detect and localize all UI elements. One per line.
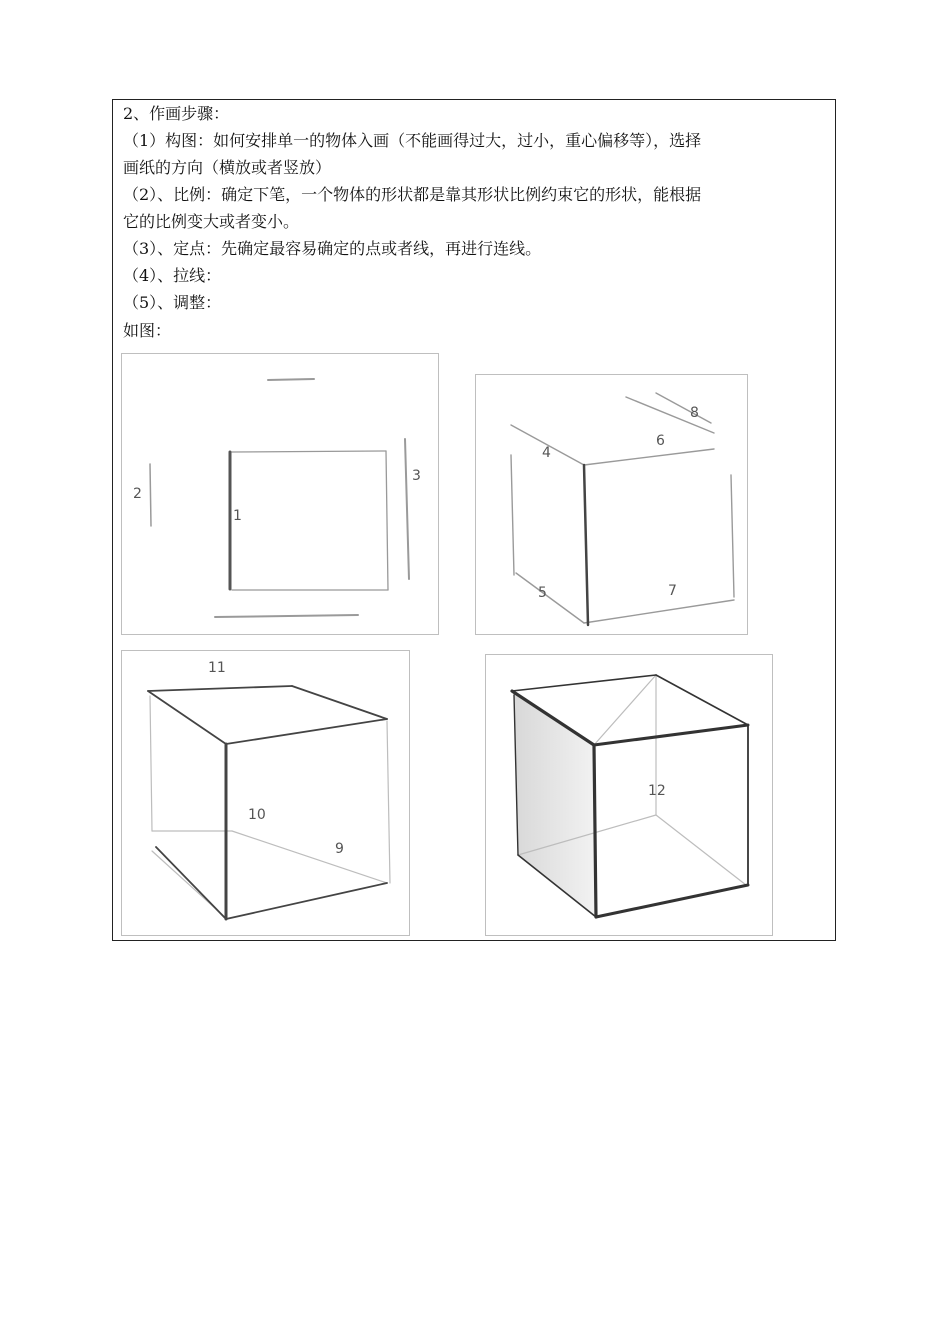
step-5: （5）、调整： <box>123 293 222 312</box>
step-1-line-1: （1）构图：如何安排单一的物体入画（不能画得过大，过小，重心偏移等），选择 <box>123 131 702 150</box>
figure-1-panel <box>121 353 439 635</box>
figure-1-label-3: 3 <box>412 468 421 484</box>
step-1-line-2: 画纸的方向（横放或者竖放） <box>123 158 332 177</box>
figure-3-sketch <box>122 651 411 937</box>
figure-4-sketch <box>486 655 774 937</box>
figure-2-label-8: 8 <box>690 405 699 421</box>
figure-1-label-1: 1 <box>233 508 242 524</box>
figure-3-label-10: 10 <box>248 807 266 823</box>
step-2-line-1: （2）、比例：确定下笔，一个物体的形状都是靠其形状比例约束它的形状，能根据 <box>123 185 702 204</box>
figure-1-label-2: 2 <box>133 486 142 502</box>
figure-2-label-4: 4 <box>542 445 551 461</box>
step-3: （3）、定点：先确定最容易确定的点或者线，再进行连线。 <box>123 239 542 258</box>
step-4: （4）、拉线： <box>123 266 222 285</box>
figure-3-label-9: 9 <box>335 841 344 857</box>
figure-2-label-7: 7 <box>668 583 677 599</box>
figure-2-label-6: 6 <box>656 433 665 449</box>
figure-2-label-5: 5 <box>538 585 547 601</box>
section-title: 2、作画步骤： <box>123 104 230 123</box>
step-2-line-2: 它的比例变大或者变小。 <box>123 212 300 231</box>
figure-2-sketch <box>476 375 749 636</box>
figure-2-panel <box>475 374 748 635</box>
figure-1-sketch <box>122 354 440 636</box>
figure-label: 如图： <box>123 321 172 340</box>
figure-3-panel <box>121 650 410 936</box>
content-table-cell <box>112 99 836 941</box>
figure-4-label-12: 12 <box>648 783 666 799</box>
figure-4-panel <box>485 654 773 936</box>
figure-3-label-11: 11 <box>208 660 226 676</box>
